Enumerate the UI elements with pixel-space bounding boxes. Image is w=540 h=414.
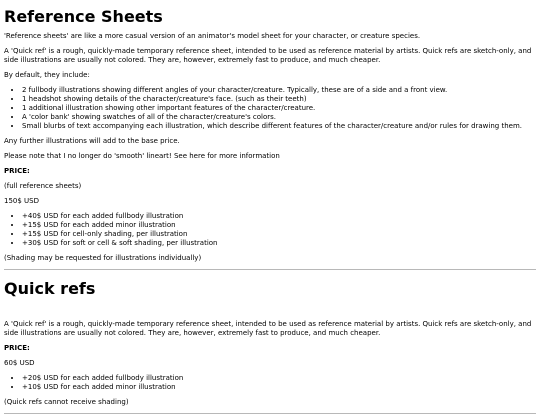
base-price: 150$ USD xyxy=(4,197,39,205)
further-illustrations-note: Any further illustrations will add to the base price. xyxy=(4,137,180,145)
price-label: PRICE: xyxy=(4,344,30,352)
addons-list xyxy=(4,212,536,248)
base-price: 60$ USD xyxy=(4,359,35,367)
quick-refs-title: Quick refs xyxy=(4,279,96,298)
list-item: • 1 headshot showing details of the character/creature's face. (such as their teeth) xyxy=(22,95,536,104)
list-item: • 2 fullbody illustrations showing different angles of your character/creature. Typically, these are of a side and a front view. xyxy=(22,86,536,95)
addons-list xyxy=(4,374,536,392)
list-item: • +10$ USD for each added minor illustration xyxy=(22,383,536,392)
price-label: PRICE: xyxy=(4,167,30,175)
reference-sheets-title: Reference Sheets xyxy=(4,7,163,26)
default-includes-intro: By default, they include: xyxy=(4,71,90,79)
lineart-note: Please note that I no longer do 'smooth' lineart! See here for more information xyxy=(4,152,280,160)
quickref-note: A 'Quick ref' is a rough, quickly-made temporary reference sheet, intended to be used as reference material by artists. Quick refs are sketch-only, and side illustrations are usually not colored. They are, however, extremely fast to produce, and much cheaper. xyxy=(4,47,532,64)
list-item: • Small blurbs of text accompanying each illustration, which describe different features of the character/creature and/or rules for drawing them. xyxy=(22,122,536,131)
list-item: • 1 additional illustration showing other important features of the character/creature. xyxy=(22,104,536,113)
list-item: • A 'color bank' showing swatches of all of the character/creature's colors. xyxy=(22,113,536,122)
includes-list xyxy=(4,86,536,131)
price-subtitle: (full reference sheets) xyxy=(4,182,82,190)
list-item: • +20$ USD for each added fullbody illustration xyxy=(22,374,536,383)
list-item: • +15$ USD for each added minor illustration xyxy=(22,221,536,230)
list-item: • +15$ USD for cell-only shading, per illustration xyxy=(22,230,536,239)
section-divider xyxy=(4,269,536,270)
shading-note: (Quick refs cannot receive shading) xyxy=(4,398,129,406)
shading-note: (Shading may be requested for illustrations individually) xyxy=(4,254,202,262)
reference-intro: 'Reference sheets' are like a more casual version of an animator's model sheet for your character, or creature species. xyxy=(4,32,421,40)
list-item: • +30$ USD for soft or cell & soft shading, per illustration xyxy=(22,239,536,248)
list-item: • +40$ USD for each added fullbody illustration xyxy=(22,212,536,221)
quick-refs-description: A 'Quick ref' is a rough, quickly-made temporary reference sheet, intended to be used as reference material by artists. Quick refs are sketch-only, and side illustrations are usually not colored. They are, however, extremely fast to produce, and much cheaper. xyxy=(4,320,532,337)
